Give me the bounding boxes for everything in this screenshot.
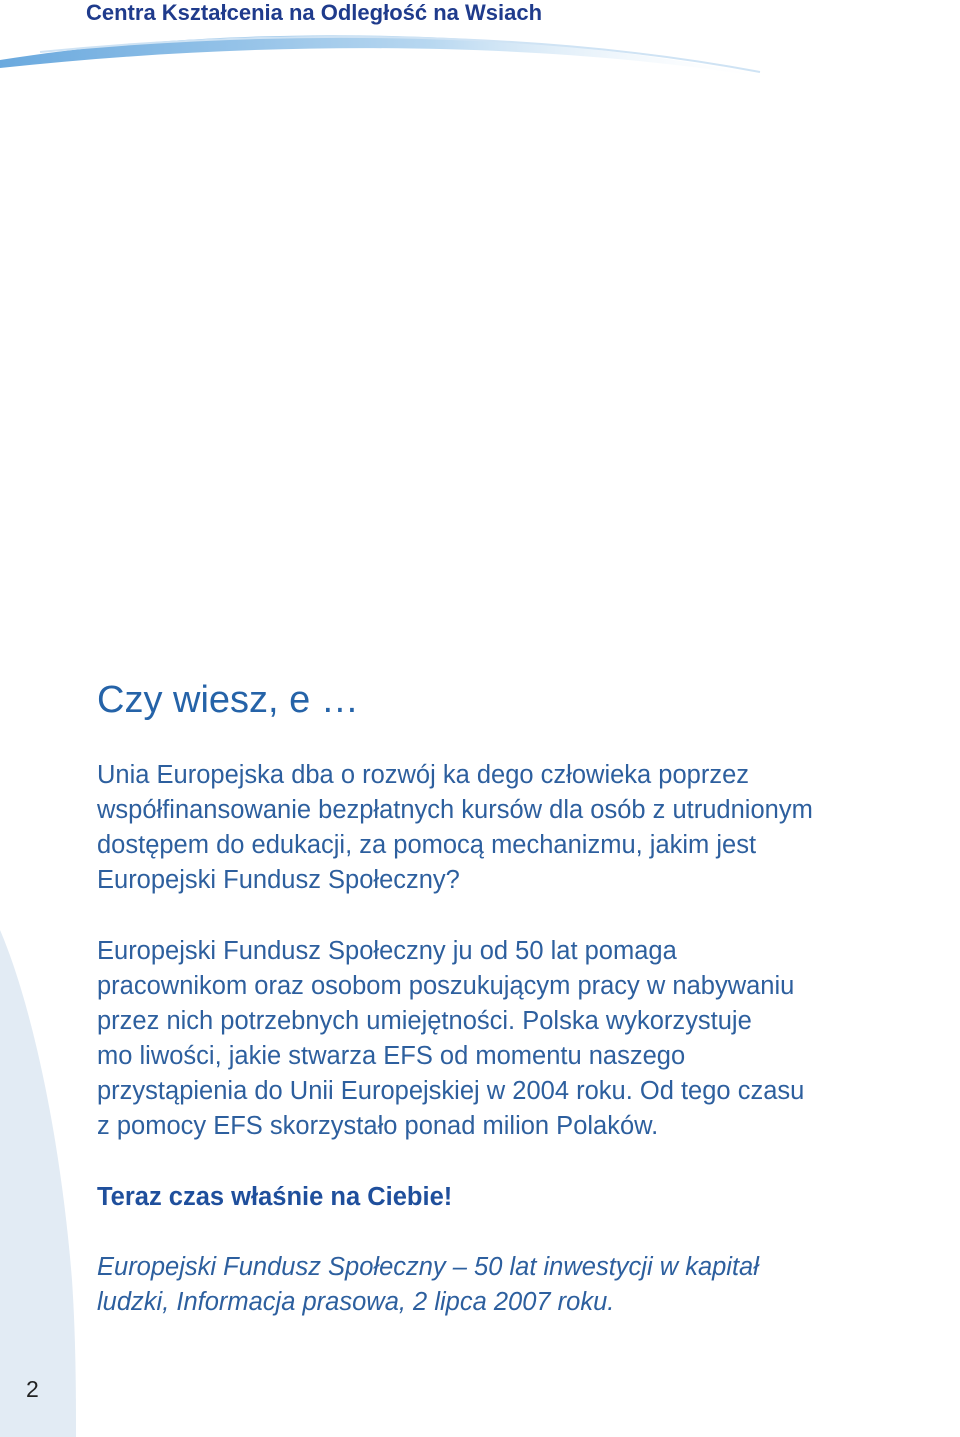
paragraph-line: Europejski Fundusz Społeczny ju od 50 lat pomaga bbox=[97, 937, 677, 965]
body-paragraph bbox=[97, 934, 947, 1144]
intro-paragraph bbox=[97, 758, 947, 898]
paragraph-line: pracownikom oraz osobom poszukującym pracy w nabywaniu bbox=[97, 972, 795, 1000]
paragraph-line: przez nich potrzebnych umiejętności. Polska wykorzystuje bbox=[97, 1007, 752, 1035]
paragraph-line: mo liwości, jakie stwarza EFS od momentu naszego bbox=[97, 1042, 686, 1070]
paragraph-line: współfinansowanie bezpłatnych kursów dla osób z utrudnionym bbox=[97, 796, 813, 824]
citation-line: ludzki, Informacja prasowa, 2 lipca 2007 roku. bbox=[97, 1288, 615, 1316]
left-side-band bbox=[0, 930, 76, 1437]
paragraph-line: z pomocy EFS skorzystało ponad milion Polaków. bbox=[97, 1112, 659, 1140]
paragraph-line: Unia Europejska dba o rozwój ka dego człowieka poprzez bbox=[97, 761, 750, 789]
header-swoosh bbox=[0, 35, 780, 80]
header-title: Centra Kształcenia na Odległość na Wsiach bbox=[86, 0, 543, 25]
paragraph-line: Europejski Fundusz Społeczny? bbox=[97, 866, 460, 894]
paragraph-line: dostępem do edukacji, za pomocą mechanizmu, jakim jest bbox=[97, 831, 757, 859]
paragraph-line: przystąpienia do Unii Europejskiej w 2004 roku. Od tego czasu bbox=[97, 1077, 805, 1105]
citation-line: Europejski Fundusz Społeczny – 50 lat inwestycji w kapitał bbox=[97, 1253, 759, 1281]
section-heading: Czy wiesz, e … bbox=[97, 679, 359, 721]
source-citation bbox=[97, 1250, 759, 1320]
call-to-action: Teraz czas właśnie na Ciebie! bbox=[97, 1183, 453, 1211]
page-number: 2 bbox=[26, 1376, 39, 1402]
